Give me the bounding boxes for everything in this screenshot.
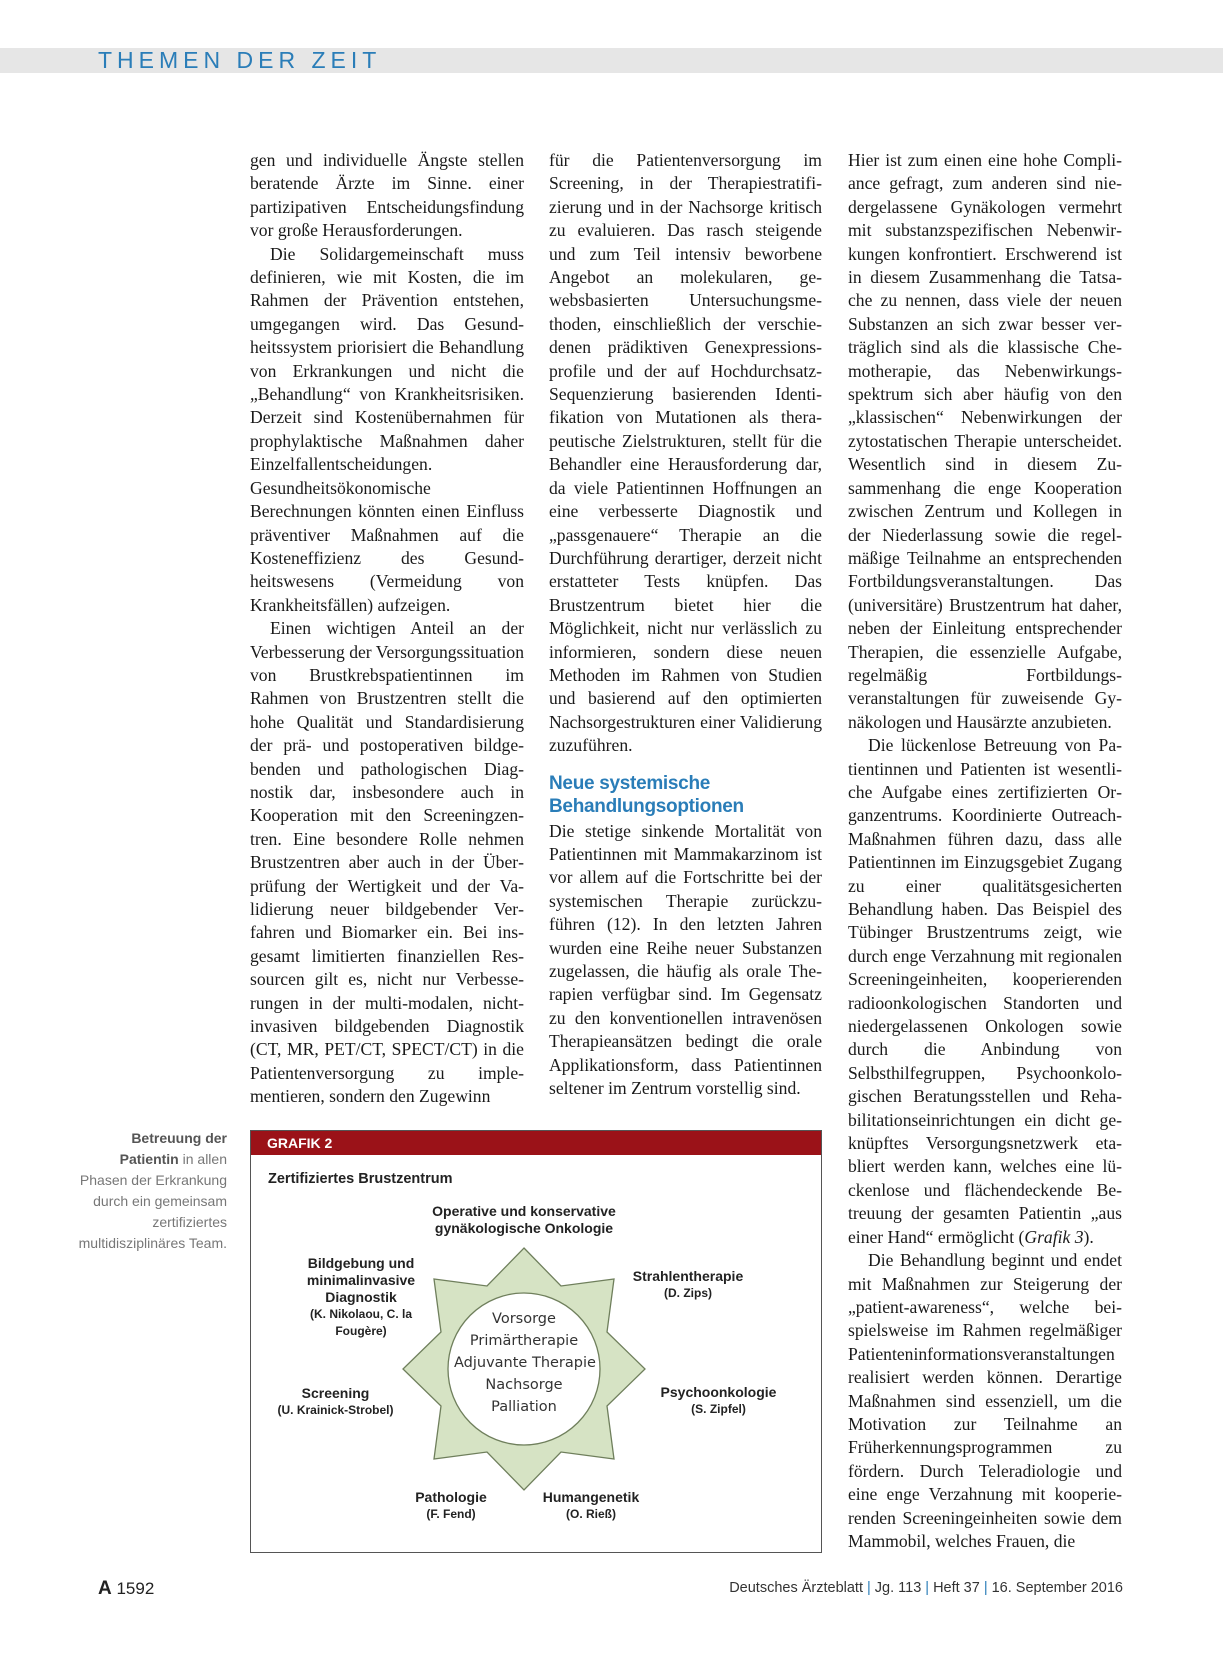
node-name: Bildgebung und minimalinvasive Diagnostik	[306, 1255, 416, 1305]
paragraph: Die Behandlung beginnt und endet mit Maßnahmen zur Steigerung der „patient-awareness“, welche beispielsweise im Rahmen regelmäßiger Patienteninformationsveranstaltungen realisiert werden können. Derartige Maßnahmen sind essenziell, um die Motivation zur Teilnahme an Früherkennungsprogrammen zu fördern. Durch Teleradiologie und eine enge Verzahnung mit kooperierenden Screeningeinheiten sowie dem Mammobil, welches Frauen, die	[848, 1250, 1122, 1551]
center-text	[454, 1308, 594, 1418]
paragraph: Die Solidargemeinschaft muss definieren, wie mit Kosten, die im Rahmen der Prävention entstehen, umgegangen wird. Das Gesundheitssystem priorisiert die Behandlung von Erkrankungen und nicht die „Behandlung“ von Krankheitsrisiken. Derzeit sind Kostenübernahmen für prophylaktische Maßnahmen daher Einzelfallentscheidungen. Gesundheitsökonomische Berechnungen könnten einen Einfluss präventiver Maßnahmen auf die Kosteneffizienz des Gesundheitswesens (Vermeidung von Krankheitsfällen) aufzeigen.	[250, 243, 524, 615]
page-number	[98, 1578, 154, 1600]
section-title: THEMEN DER ZEIT	[98, 47, 382, 73]
page-prefix: A	[98, 1578, 112, 1599]
text-column-2	[549, 149, 822, 1100]
separator: |	[925, 1580, 930, 1596]
figure-grafik-2	[250, 1130, 822, 1553]
node-right-upper	[613, 1268, 763, 1302]
caption-bold: Betreuung der Patientin	[119, 1130, 227, 1167]
text-column-3	[848, 149, 1122, 1553]
figure-label: GRAFIK 2	[267, 1135, 333, 1151]
figure-title: Zertifiziertes Brustzentrum	[268, 1171, 453, 1187]
paragraph	[848, 734, 1122, 1249]
paragraph: Hier ist zum einen eine hohe Compliance gefragt, zum anderen sind niedergelassene Gynäkologen vermehrt mit substanzspezifischen Nebenwirkungen konfrontiert. Erschwerend ist in diesem Zusammenhang die Tatsache zu nennen, dass viele der neuen Substanzen an sich zwar besser verträglich sind als die klassische Chemotherapie, das Nebenwirkungsspektrum sich aber häufig von den „klassischen“ Nebenwirkungen der zytostatischen Therapie unterscheidet. Wesentlich sind in diesem Zusammenhang die enge Kooperation zwischen Zentrum und Kollegen in der Niederlassung sowie die regelmäßige Teilnahme an entsprechenden Fortbildungsveranstaltungen. Das (universitäre) Brustzentrum hat daher, neben der Einleitung entsprechender Therapien, die essenzielle Aufgabe, regelmäßig Fortbildungsveranstaltungen für zuweisende Gynäkologen und Hausärzte anzubieten.	[848, 150, 1122, 732]
node-name: Psychoonkologie	[660, 1384, 777, 1400]
node-left	[263, 1385, 408, 1419]
node-person: (D. Zips)	[664, 1286, 712, 1300]
journal-volume: Jg. 113	[874, 1580, 922, 1596]
figure-banner	[251, 1131, 821, 1155]
node-top	[424, 1203, 624, 1237]
paragraph: Einen wichtigen Anteil an der Verbesserung der Versorgungssituation von Brustkrebspatientinnen im Rahmen von Brustzentren stellt die hohe Qualität und Standardisierung der prä- und postoperativen bildgebenden und pathologischen Diagnostik dar, insbesondere auch in Kooperation mit den Screeningzentren. Eine besondere Rolle nehmen Brustzentren aber auch in der Überprüfung der Wertigkeit und der Validierung neuer bildgebender Verfahren und Biomarker ein. Bei insgesamt limitierten finanziellen Ressourcen gilt es, nicht nur Verbesserungen in der multi-modalen, nicht-invasiven bildgebenden Diagnostik (CT, MR, PET/CT, SPECT/CT) in die Patientenversorgung zu implementieren, sondern den Zugewinn	[250, 618, 524, 1107]
figure-caption	[70, 1128, 227, 1254]
node-person: (U. Krainick-Strobel)	[277, 1403, 394, 1417]
paragraph: für die Patientenversorgung im Screening, in der Therapiestratifizierung und in der Nachsorge kritisch zu evaluieren. Das rasch steigende und zum Teil intensiv beworbene Angebot an molekularen, gewebsbasierten Untersuchungsmethoden, einschließlich der verschiedenen prädiktiven Genexpressionsprofile und der auf Hochdurchsatz-Sequenzierung basierenden Identifikation von Mutationen als therapeutische Zielstrukturen, stellt für die Behandler eine Herausforderung dar, da viele Patientinnen Hoffnungen an eine verbesserte Diagnostik und „passgenauere“ Therapie an die Durchführung derartiger, derzeit nicht erstatteter Tests knüpfen. Das Brustzentrum bietet hier die Möglichkeit, nicht nur verlässlich zu informieren, sondern diese neuen Methoden im Rahmen von Studien und basierend auf den optimierten Nachsorgestrukturen einer Validierung zuzuführen.	[549, 150, 822, 756]
center-line: Nachsorge	[485, 1377, 563, 1393]
center-line: Vorsorge	[492, 1311, 556, 1327]
center-line: Palliation	[491, 1399, 557, 1415]
node-left-upper	[291, 1255, 431, 1340]
paragraph-text: Die lückenlose Betreuung von Patientinnen und Patienten ist wesentliche Aufgabe eines zertifizierten Organzentrums. Koordinierte Outreach-Maßnahmen führen dazu, dass alle Patientinnen im Einzugsgebiet Zugang zu einer qualitätsgesicherten Behandlung haben. Das Beispiel des Tübinger Brustzentrums zeigt, wie durch enge Verzahnung mit regionalen Screeningeinheiten, kooperierenden radioonkologischen Standorten und niedergelassenen Onkologen sowie durch die Anbindung von Selbsthilfegruppen, Psychoonkologischen Beratungsstellen und Rehabilitationseinrichtungen ein dicht geknüpftes Versorgungsnetzwerk etabliert werden kann, welches eine lückenlose und flächendeckende Betreuung der gesamten Patientin „aus einer Hand“ ermöglicht (	[848, 735, 1122, 1247]
caption-text: in allen Phasen der Erkrankung durch ein gemeinsam zertifiziertes multidisziplinäres Team.	[78, 1151, 227, 1251]
node-name: Operative und konservative gynäkologische Onkologie	[432, 1203, 616, 1236]
journal-name: Deutsches Ärzteblatt	[729, 1580, 863, 1596]
paragraph: Die stetige sinkende Mortalität von Patientinnen mit Mammakarzinom ist vor allem auf die Fortschritte bei der systemischen Therapie zurückzuführen (12). In den letzten Jahren wurden eine Reihe neuer Substanzen zugelassen, die häufig als orale Therapien verfügbar sind. Im Gegensatz zu den konventionellen intravenösen Therapieansätzen bedingt die orale Applikationsform, dass Patientinnen seltener im Zentrum vorstellig sind.	[549, 820, 822, 1099]
section-heading: Neue systemische Behandlungsoptionen	[549, 772, 744, 817]
journal-footer	[729, 1580, 1123, 1596]
center-line: Primärtherapie	[469, 1333, 579, 1349]
node-name: Strahlentherapie	[632, 1268, 744, 1284]
node-right	[651, 1384, 786, 1418]
text-column-1	[250, 149, 524, 1109]
paragraph-text: ).	[1083, 1226, 1094, 1247]
separator: |	[867, 1580, 871, 1596]
node-person: (K. Nikolaou, C. la Fougère)	[309, 1307, 412, 1338]
separator: |	[983, 1580, 988, 1596]
journal-date: 16. September 2016	[991, 1580, 1123, 1596]
node-name: Humangenetik	[542, 1489, 640, 1505]
node-bottom-left	[391, 1489, 511, 1523]
figure-reference: Grafik 3	[1024, 1226, 1084, 1247]
center-line: Adjuvante Therapie	[454, 1355, 596, 1371]
node-person: (O. Rieß)	[566, 1507, 616, 1521]
node-person: (F. Fend)	[426, 1507, 476, 1521]
page-number-value: 1592	[116, 1579, 155, 1598]
journal-issue: Heft 37	[933, 1580, 980, 1596]
node-bottom-right	[526, 1489, 656, 1523]
node-person: (S. Zipfel)	[691, 1402, 746, 1416]
paragraph: gen und individuelle Ängste stellen beratende Ärzte im Sinne. einer partizipativen Entscheidungsfindung vor große Herausforderungen.	[250, 150, 524, 241]
node-name: Pathologie	[415, 1489, 487, 1505]
node-name: Screening	[301, 1385, 370, 1401]
